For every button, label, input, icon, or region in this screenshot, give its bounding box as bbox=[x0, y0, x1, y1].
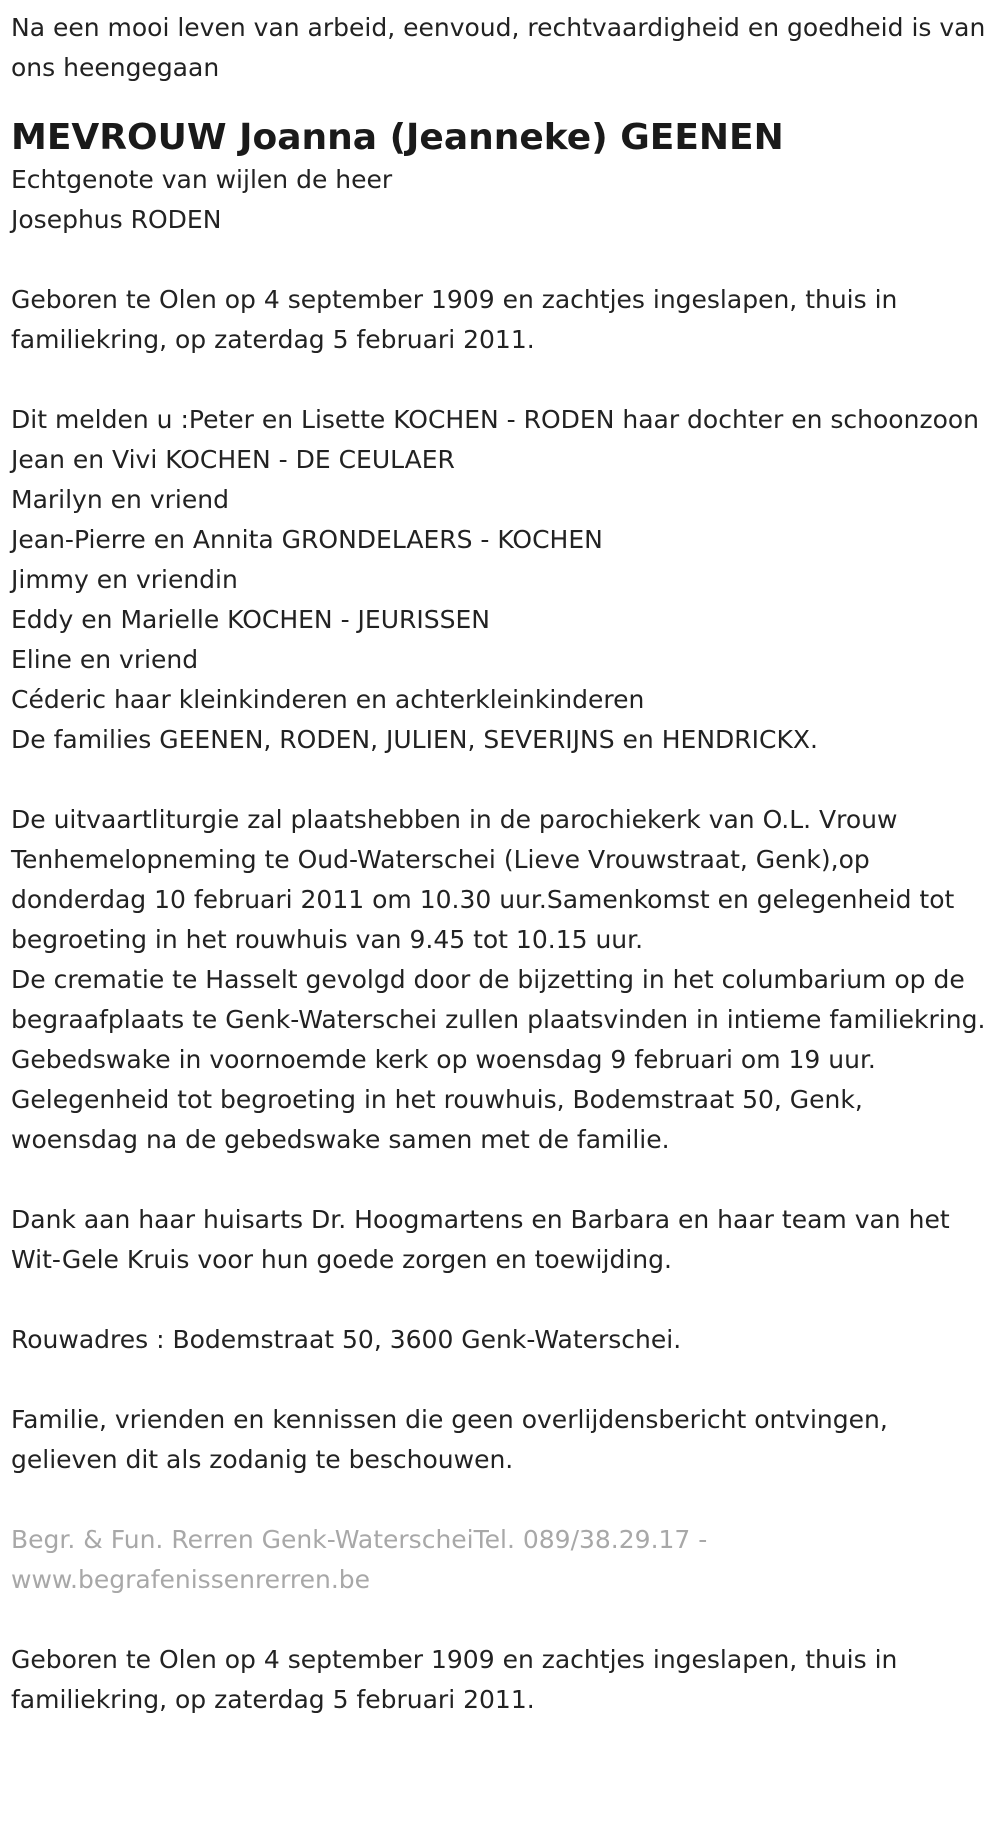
birth-death-text-repeat: Geboren te Olen op 4 september 1909 en zachtjes ingeslapen, thuis in familiekring, op zaterdag 5 februari 2011. bbox=[11, 1645, 898, 1714]
family-list bbox=[11, 400, 990, 760]
intro-text: Na een mooi leven van arbeid, eenvoud, rechtvaardigheid en goedheid is van ons heengegaan bbox=[11, 13, 986, 82]
ceremony-paragraph: De uitvaartliturgie zal plaatshebben in de parochiekerk van O.L. Vrouw Tenhemelopneming te Oud-Waterschei (Lieve Vrouwstraat, Genk),op donderdag 10 februari 2011 om 10.30 uur.Samenkomst en gelegenheid tot begroeting in het rouwhuis van 9.45 tot 10.15 uur. bbox=[11, 805, 955, 954]
ceremony-paragraph: Gelegenheid tot begroeting in het rouwhuis, Bodemstraat 50, Genk, woensdag na de gebedswake samen met de familie. bbox=[11, 1085, 863, 1154]
spacer bbox=[11, 240, 990, 280]
thanks-text: Dank aan haar huisarts Dr. Hoogmartens en Barbara en haar team van het Wit-Gele Kruis voor hun goede zorgen en toewijding. bbox=[11, 1205, 950, 1274]
ceremony-paragraph: De crematie te Hasselt gevolgd door de bijzetting in het columbarium op de begraafplaats te Genk-Waterschei zullen plaatsvinden in intieme familiekring. bbox=[11, 965, 986, 1034]
family-line: Eddy en Marielle KOCHEN - JEURISSEN bbox=[11, 605, 490, 634]
family-line: Marilyn en vriend bbox=[11, 485, 229, 514]
family-line: Eline en vriend bbox=[11, 645, 199, 674]
spacer bbox=[11, 360, 990, 400]
family-line: De families GEENEN, RODEN, JULIEN, SEVERIJNS en HENDRICKX. bbox=[11, 725, 818, 754]
family-line: Dit melden u :Peter en Lisette KOCHEN - RODEN haar dochter en schoonzoon bbox=[11, 405, 980, 434]
spouse-line-2: Josephus RODEN bbox=[11, 205, 222, 234]
family-line: Jean en Vivi KOCHEN - DE CEULAER bbox=[11, 445, 455, 474]
spacer bbox=[11, 1280, 990, 1320]
birth-death-text: Geboren te Olen op 4 september 1909 en zachtjes ingeslapen, thuis in familiekring, op zaterdag 5 februari 2011. bbox=[11, 285, 898, 354]
spacer bbox=[11, 1160, 990, 1200]
spouse-line-1: Echtgenote van wijlen de heer bbox=[11, 165, 393, 194]
spacer bbox=[11, 1600, 990, 1640]
spacer bbox=[11, 88, 990, 116]
family-line: Céderic haar kleinkinderen en achterkleinkinderen bbox=[11, 685, 645, 714]
spacer bbox=[11, 1480, 990, 1520]
ceremony-details bbox=[11, 800, 990, 1160]
ceremony-paragraph: Gebedswake in voornoemde kerk op woensdag 9 februari om 19 uur. bbox=[11, 1045, 876, 1074]
family-line: Jimmy en vriendin bbox=[11, 565, 238, 594]
family-line: Jean-Pierre en Annita GRONDELAERS - KOCHEN bbox=[11, 525, 603, 554]
deceased-name: MEVROUW Joanna (Jeanneke) GEENEN bbox=[11, 117, 784, 158]
notice-text: Familie, vrienden en kennissen die geen overlijdensbericht ontvingen, gelieven dit als zodanig te beschouwen. bbox=[11, 1405, 888, 1474]
mourning-address: Rouwadres : Bodemstraat 50, 3600 Genk-Waterschei. bbox=[11, 1325, 682, 1354]
spacer bbox=[11, 1360, 990, 1400]
spacer bbox=[11, 760, 990, 800]
funeral-home-info: Begr. & Fun. Rerren Genk-WaterscheiTel. 089/38.29.17 - www.begrafenissenrerren.be bbox=[11, 1525, 708, 1594]
